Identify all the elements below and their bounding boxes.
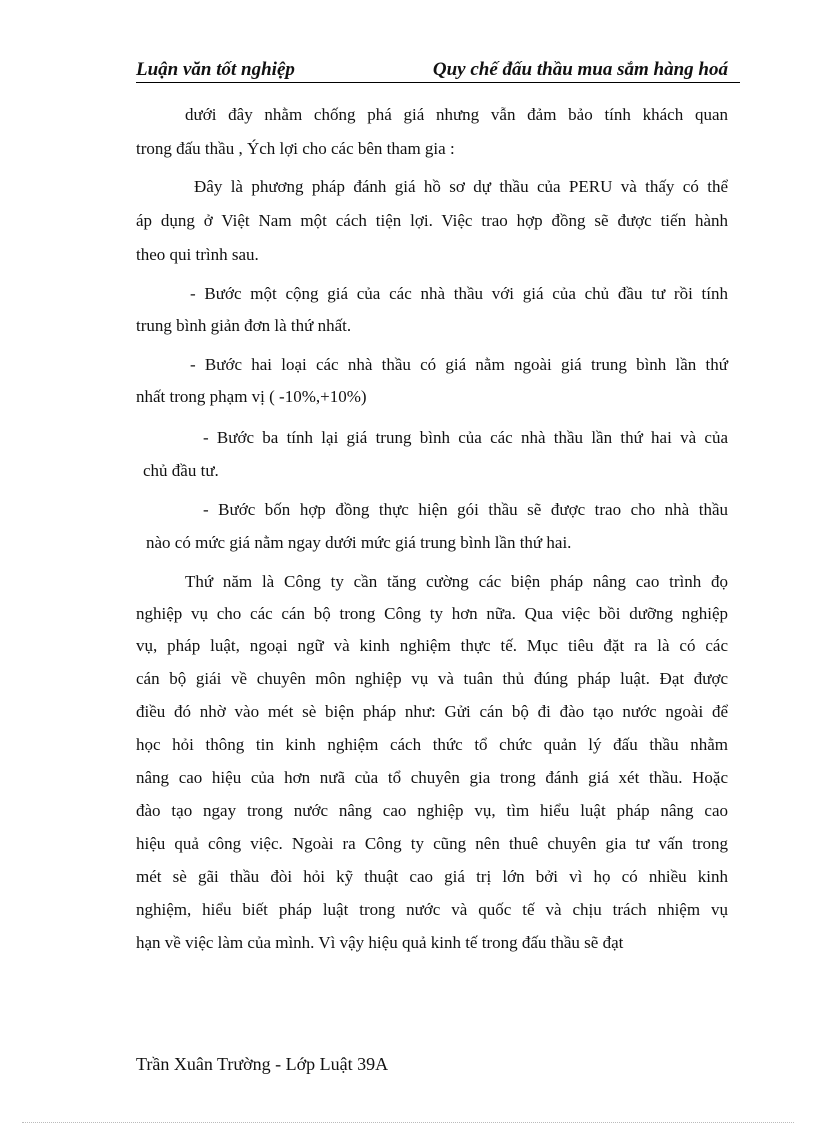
body-line: Đây là phương pháp đánh giá hồ sơ dự thầu của PERU và thấy có thể [194, 177, 728, 196]
body-line: mét sè gãi thầu đòi hỏi kỹ thuật cao giá trị lớn bởi vì họ có nhiều kinh [136, 867, 728, 886]
body-line: nào có mức giá nằm ngay dưới mức giá trung bình lần thứ hai. [146, 533, 572, 552]
body-line: áp dụng ở Việt Nam một cách tiện lợi. Việc trao hợp đồng sẽ được tiến hành [136, 211, 728, 230]
body-line: Thứ năm là Công ty cần tăng cường các biện pháp nâng cao trình đọ [185, 572, 728, 591]
body-line: nghiệp vụ cho các cán bộ trong Công ty hơn nữa. Qua việc bồi dưỡng nghiệp [136, 604, 728, 623]
body-line: chủ đầu tư. [143, 461, 219, 480]
body-line: nhất trong phạm vị ( -10%,+10%) [136, 387, 367, 406]
body-line: đào tạo ngay trong nước nâng cao nghiệp vụ, tìm hiểu luật pháp nâng cao [136, 801, 728, 820]
header-right-title: Quy chế đấu thầu mua sắm hàng hoá [432, 59, 728, 80]
body-line: điều đó nhờ vào mét sè biện pháp như: Gửi cán bộ đi đào tạo nước ngoài để [136, 702, 728, 721]
body-line: nghiệm, hiểu biết pháp luật trong nước và quốc tế và chịu trách nhiệm vụ [136, 900, 728, 919]
body-line: dưới đây nhằm chống phá giá nhưng vẫn đảm bảo tính khách quan [185, 105, 728, 124]
body-line: nâng cao hiệu của hơn nưã của tổ chuyên gia trong đánh giá xét thầu. Hoặc [136, 768, 728, 787]
body-line: trong đấu thầu , Ých lợi cho các bên tham gia : [136, 139, 455, 158]
page-header [136, 58, 740, 83]
body-line: cán bộ giái về chuyên môn nghiệp vụ và tuân thủ đúng pháp luật. Đạt được [136, 669, 728, 688]
body-line: theo qui trình sau. [136, 245, 259, 264]
body-line: hạn về việc làm của mình. Vì vậy hiệu quả kinh tế trong đấu thầu sẽ đạt [136, 933, 624, 952]
body-line: - Bước một cộng giá của các nhà thầu với giá của chủ đầu tư rồi tính [190, 284, 728, 303]
header-left-title: Luận văn tốt nghiệp [136, 59, 295, 80]
body-line: - Bước ba tính lại giá trung bình của các nhà thầu lần thứ hai và của [203, 428, 728, 447]
body-line: - Bước hai loại các nhà thầu có giá nằm ngoài giá trung bình lần thứ [190, 355, 728, 374]
body-line: hiệu quả công việc. Ngoài ra Công ty cũng nên thuê chuyên gia tư vấn trong [136, 834, 728, 853]
page-footer: Trần Xuân Trường - Lớp Luật 39A [136, 1054, 389, 1074]
body-line: học hỏi thông tin kinh nghiệm cách thức tổ chức quản lý đấu thầu nhằm [136, 735, 728, 754]
body-line: - Bước bốn hợp đồng thực hiện gói thầu sẽ được trao cho nhà thầu [203, 500, 728, 519]
body-line: trung bình giản đơn là thứ nhất. [136, 316, 352, 335]
body-line: vụ, pháp luật, ngoại ngữ và kinh nghiệm thực tế. Mục tiêu đặt ra là có các [136, 636, 728, 655]
